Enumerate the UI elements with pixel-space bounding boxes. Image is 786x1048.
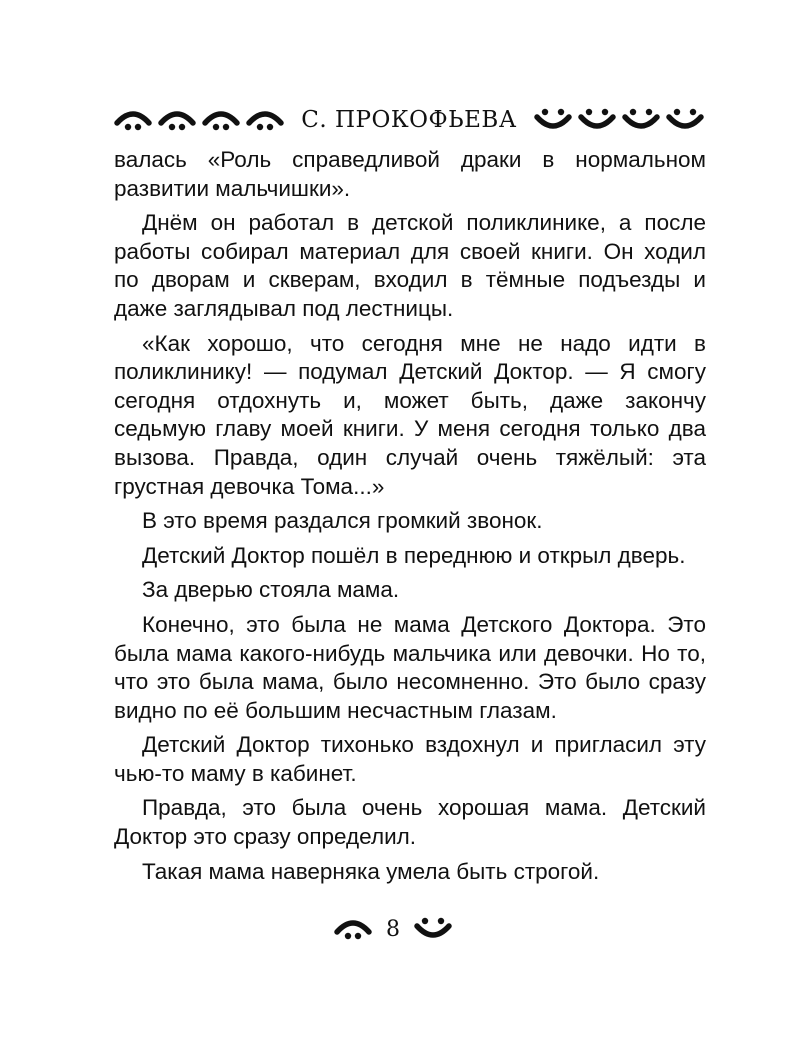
frown-face-icon <box>334 916 372 942</box>
smile-face-icon <box>622 107 660 133</box>
smile-face-icon <box>666 107 704 133</box>
page-number: 8 <box>386 916 400 942</box>
smile-face-icon <box>534 107 572 133</box>
smile-face-icon <box>414 916 452 942</box>
page-body <box>114 146 706 886</box>
page-footer <box>0 912 786 946</box>
frown-face-icon <box>246 107 284 133</box>
paragraph: Днём он работал в детской поликлинике, а после работы собирал материал для своей книги. Он ходил по дворам и скверам, входил в тёмные подъезды и даже заглядывал под лестницы. <box>114 210 706 321</box>
paragraph: Такая мама наверняка умела быть строгой. <box>142 858 600 884</box>
paragraph: Детский Доктор пошёл в переднюю и открыл дверь. <box>142 542 686 568</box>
author-name: С. ПРОКОФЬЕВА <box>301 107 517 133</box>
paragraph: Правда, это была очень хорошая мама. Детский Доктор это сразу определил. <box>114 795 706 850</box>
paragraph: Конечно, это была не мама Детского Доктора. Это была мама какого-нибудь мальчика или девочки. Но то, что это была мама, было несомненно. Это было сразу видно по её большим несчастным глазам. <box>114 611 706 723</box>
header-ornament-right <box>534 107 704 133</box>
frown-face-icon <box>114 107 152 133</box>
paragraph: Детский Доктор тихонько вздохнул и пригласил эту чью-то маму в кабинет. <box>114 732 706 786</box>
smile-face-icon <box>578 107 616 133</box>
paragraph: «Как хорошо, что сегодня мне не надо идти в поликлинику! — подумал Детский Доктор. — Я смогу сегодня отдохнуть и, может быть, даже закончу седьмую главу моей книги. У меня сегодня только два вызова. Правда, один случай очень тяжёлый: эта грустная девочка Тома...» <box>114 330 706 499</box>
paragraph: За дверью стояла мама. <box>142 577 400 603</box>
paragraph: В это время раздался громкий звонок. <box>142 508 543 534</box>
running-header <box>114 100 704 140</box>
frown-face-icon <box>202 107 240 133</box>
header-ornament-left <box>114 107 284 133</box>
paragraph: валась «Роль справедливой драки в нормальном развитии мальчишки». <box>114 147 706 201</box>
frown-face-icon <box>158 107 196 133</box>
